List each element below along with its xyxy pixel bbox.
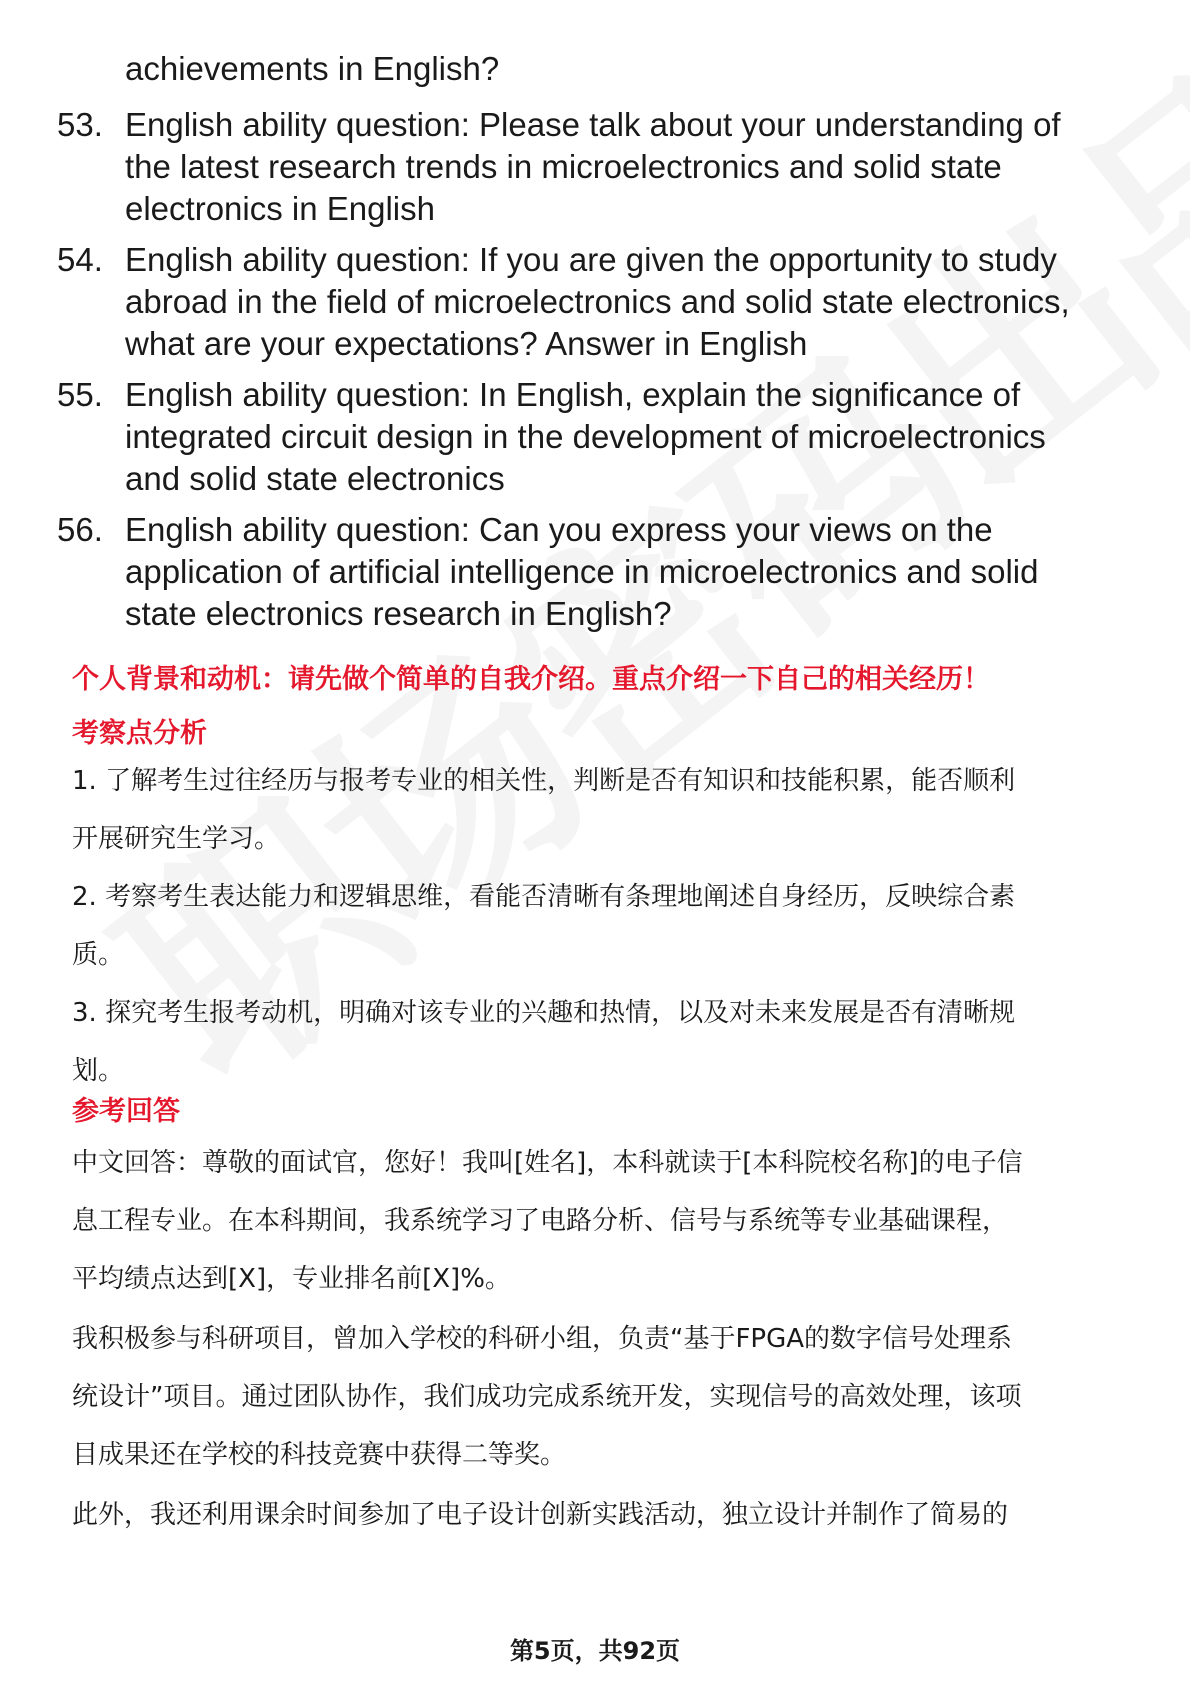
answer-line: 息工程专业。在本科期间，我系统学习了电路分析、信号与系统等专业基础课程， xyxy=(72,1206,1009,1236)
question-line: application of artificial intelligence in microelectronics and solid xyxy=(125,553,1039,590)
question-line: English ability question: In English, explain the significance of xyxy=(125,376,1021,413)
analysis-line: 3. 探究考生报考动机，明确对该专业的兴趣和热情，以及对未来发展是否有清晰规 xyxy=(72,998,1016,1028)
answer-paragraph-3 xyxy=(72,1486,1132,1544)
answer-line: 平均绩点达到[X]，专业排名前[X]%。 xyxy=(72,1264,511,1294)
question-text xyxy=(125,239,1135,365)
analysis-list xyxy=(72,752,1132,1100)
question-line: what are your expectations? Answer in English xyxy=(125,325,808,362)
question-number: 56. xyxy=(57,511,103,548)
question-line: state electronics research in English? xyxy=(125,595,672,632)
question-continuation: achievements in English? xyxy=(125,50,500,87)
analysis-line: 2. 考察考生表达能力和逻辑思维，看能否清晰有条理地阐述自身经历，反映综合素 xyxy=(72,882,1016,912)
question-number: 53. xyxy=(57,106,103,143)
question-number: 55. xyxy=(57,376,103,413)
question-line: English ability question: Please talk about your understanding of xyxy=(125,106,1061,143)
question-line: the latest research trends in microelectronics and solid state xyxy=(125,148,1002,185)
answer-line: 中文回答：尊敬的面试官，您好！我叫[姓名]，本科就读于[本科院校名称]的电子信 xyxy=(72,1148,1023,1178)
question-line: English ability question: Can you express your views on the xyxy=(125,511,993,548)
answer-line: 统设计”项目。通过团队协作，我们成功完成系统开发，实现信号的高效处理，该项 xyxy=(72,1382,1022,1412)
question-line: electronics in English xyxy=(125,190,435,227)
question-number: 54. xyxy=(57,241,103,278)
analysis-title: 考察点分析 xyxy=(72,718,207,749)
page-footer: 第5页，共92页 xyxy=(509,1637,681,1665)
analysis-line: 划。 xyxy=(72,1056,125,1086)
section-heading: 个人背景和动机：请先做个简单的自我介绍。重点介绍一下自己的相关经历！ xyxy=(72,664,990,695)
answer-line: 我积极参与科研项目，曾加入学校的科研小组，负责“基于FPGA的数字信号处理系 xyxy=(72,1324,1013,1354)
analysis-line: 开展研究生学习。 xyxy=(72,824,281,854)
answer-paragraph-2 xyxy=(72,1310,1132,1484)
question-line: and solid state electronics xyxy=(125,460,505,497)
answer-paragraph-1 xyxy=(72,1134,1132,1308)
question-text xyxy=(125,104,1135,230)
question-text xyxy=(125,509,1135,635)
question-line: English ability question: If you are given the opportunity to study xyxy=(125,241,1057,278)
answer-line: 目成果还在学校的科技竞赛中获得二等奖。 xyxy=(72,1440,567,1470)
question-line: abroad in the field of microelectronics and solid state electronics, xyxy=(125,283,1070,320)
answer-title: 参考回答 xyxy=(72,1096,180,1127)
answer-line: 此外，我还利用课余时间参加了电子设计创新实践活动，独立设计并制作了简易的 xyxy=(72,1500,1009,1530)
analysis-line: 质。 xyxy=(72,940,125,970)
question-text xyxy=(125,374,1135,500)
question-line: integrated circuit design in the development of microelectronics xyxy=(125,418,1046,455)
analysis-line: 1. 了解考生过往经历与报考专业的相关性，判断是否有知识和技能积累，能否顺利 xyxy=(72,766,1016,796)
